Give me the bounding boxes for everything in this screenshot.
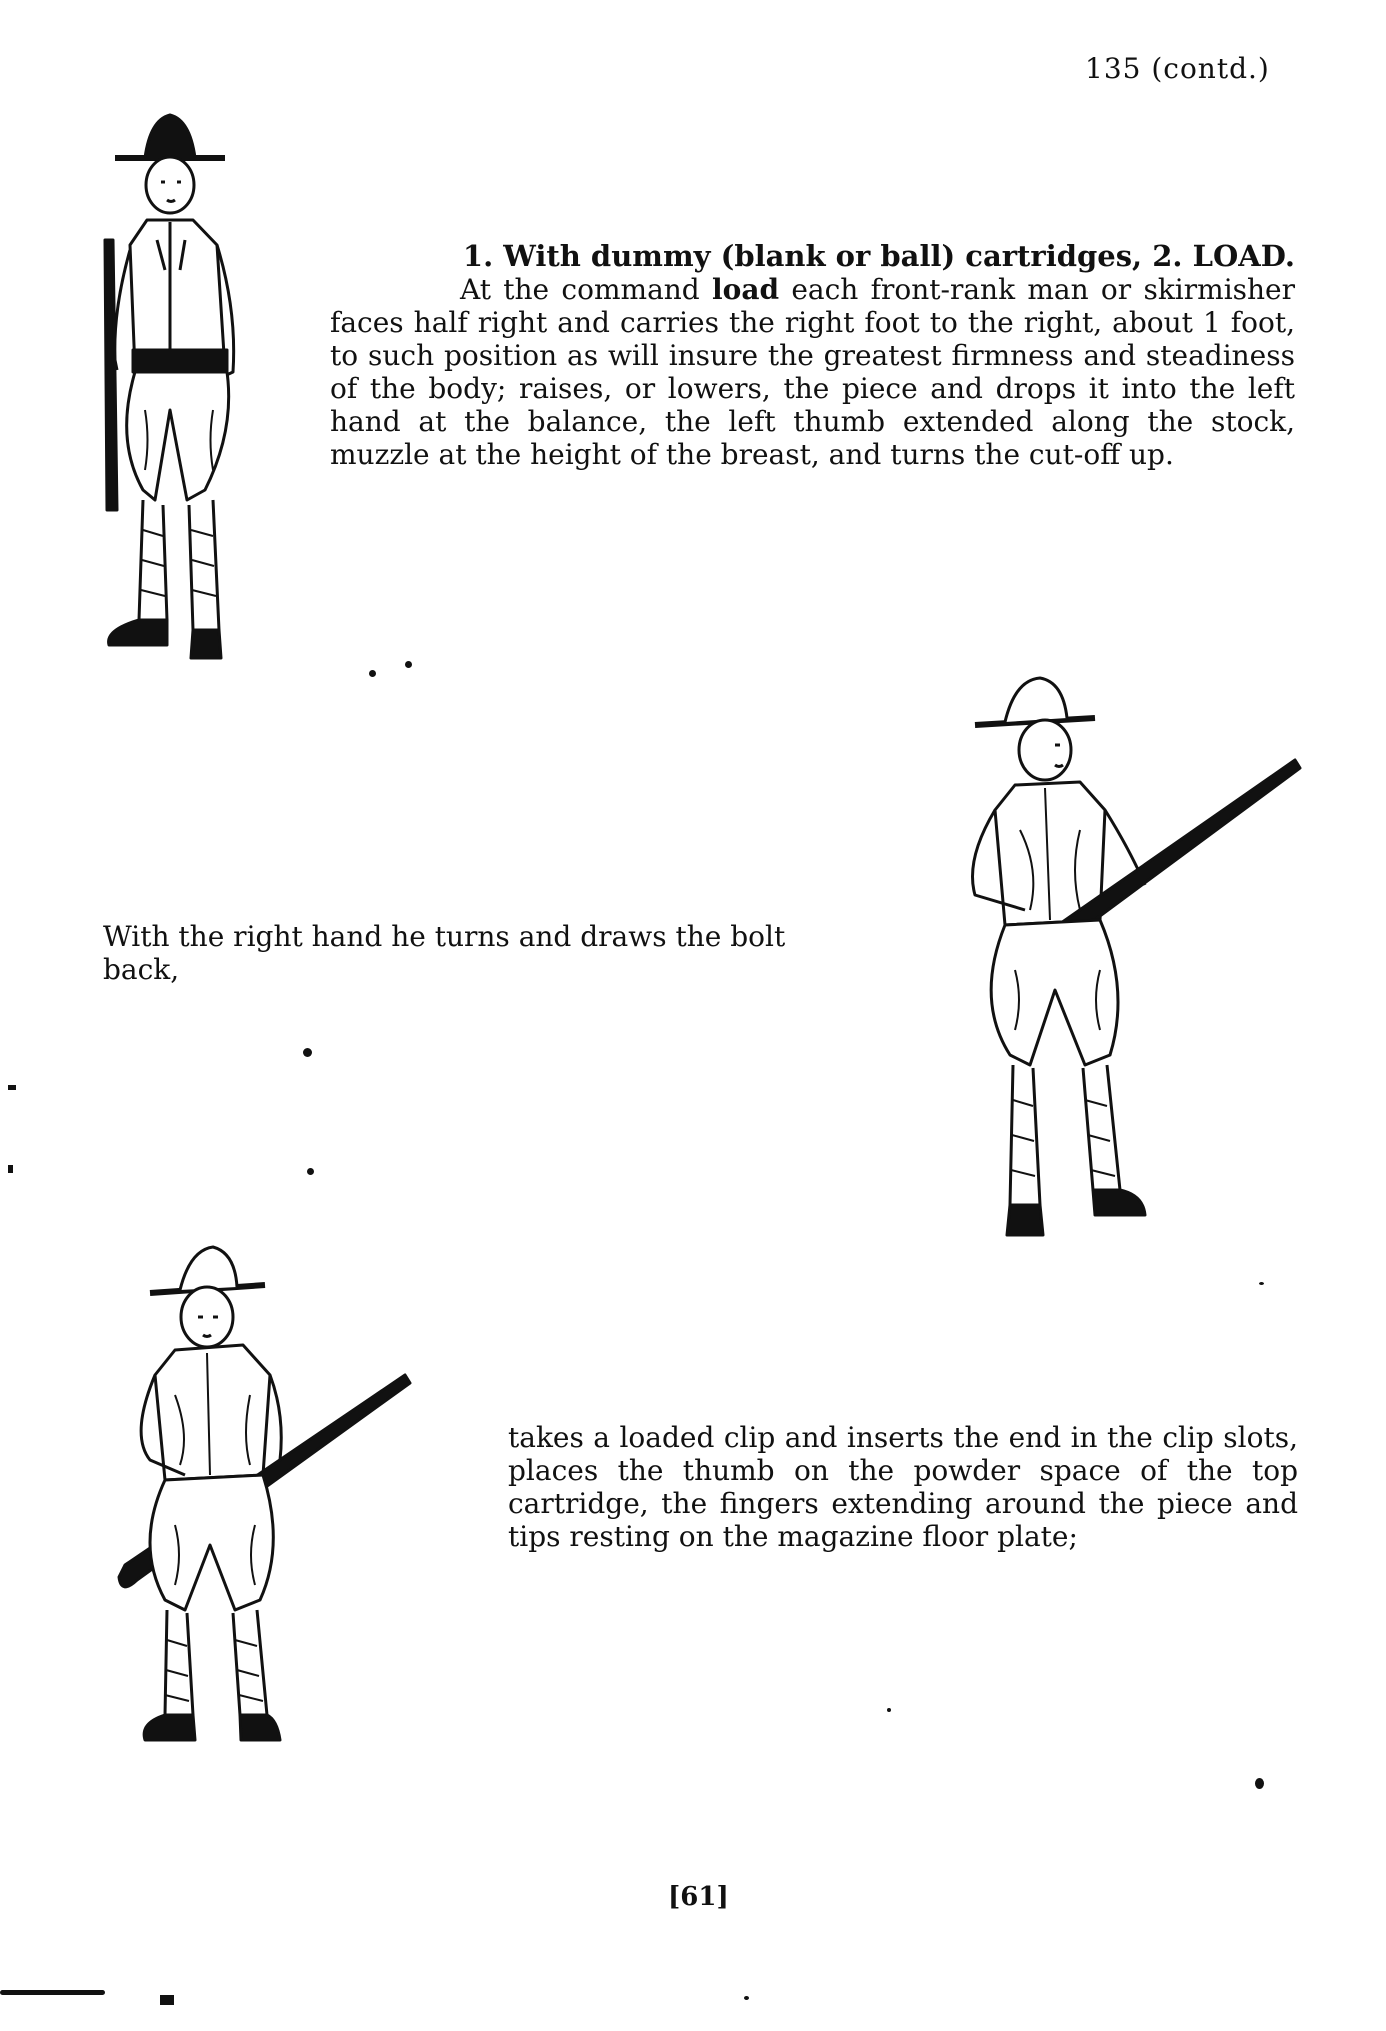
page-number: [61] (668, 1882, 729, 1912)
scan-edge-mark (0, 1990, 105, 1995)
load-text-start: At the command (460, 273, 713, 306)
scan-speck (887, 1708, 891, 1712)
scan-speck (405, 661, 412, 668)
soldier-load-position-illustration (915, 670, 1315, 1260)
scan-edge-mark (8, 1165, 13, 1173)
bolt-paragraph: With the right hand he turns and draws the bolt back, (103, 920, 786, 986)
scan-edge-mark (160, 1995, 174, 2005)
section-number: 135 (contd.) (1085, 52, 1270, 85)
soldier-inserting-clip-illustration (95, 1245, 425, 1775)
soldier-standing-order-arms-illustration (95, 110, 295, 700)
scan-speck (1255, 1778, 1264, 1789)
scan-edge-mark (8, 1085, 16, 1090)
scan-speck (1259, 1282, 1264, 1285)
load-heading-command: LOAD. (1192, 239, 1295, 273)
scan-speck (307, 1168, 314, 1175)
scan-speck (1293, 762, 1297, 766)
load-heading (330, 240, 1295, 273)
load-bold-word: load (712, 273, 780, 306)
clip-paragraph: takes a loaded clip and inserts the end in the clip slots, places the thumb on the powder space of the top cartridge, the fingers extending around the piece and tips resting on the magazine floor plate; (508, 1421, 1298, 1553)
scan-speck (744, 1996, 749, 2000)
scan-speck (369, 670, 376, 677)
load-heading-text: 1. With dummy (blank or ball) cartridges, 2. (462, 239, 1193, 273)
load-text-body: each front-rank man or skirmisher faces half right and carries the right foot to the right, about 1 foot, to such position as will insure the greatest firmness and steadiness of the body; raises, or lowers, the piece and drops it into the left hand at the balance, the left thumb extended along the stock, muzzle at the height of the breast, and turns the cut-off up. (330, 273, 1296, 471)
scan-speck (303, 1048, 312, 1057)
load-paragraph (330, 240, 1295, 471)
